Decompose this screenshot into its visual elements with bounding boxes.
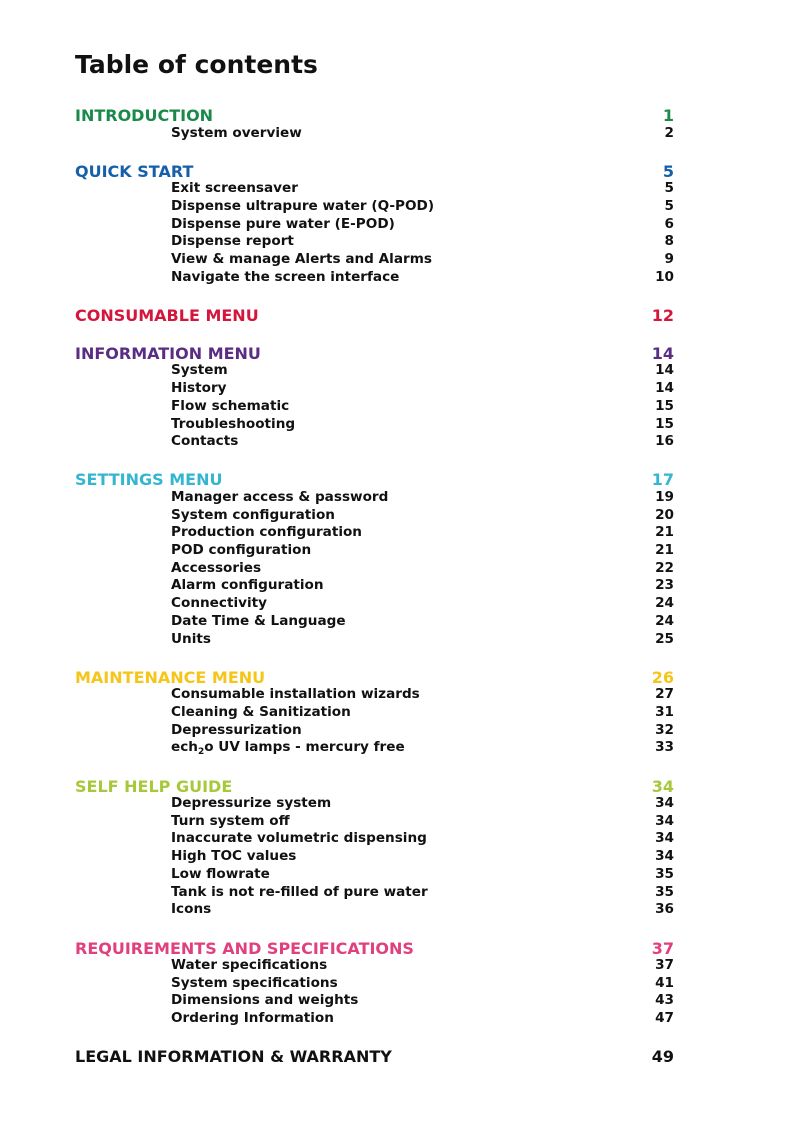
- toc-entry-label: Tank is not re-filled of pure water: [171, 883, 428, 900]
- toc-entry-page: 34: [655, 795, 674, 812]
- toc-entry-label: Dimensions and weights: [171, 992, 359, 1009]
- toc-heading-page: 49: [651, 1047, 674, 1067]
- toc-entry[interactable]: [75, 686, 674, 704]
- toc-section: [75, 106, 674, 142]
- toc-entry-page: 33: [655, 739, 674, 756]
- toc-entry-label: Water specifications: [171, 957, 328, 973]
- toc-entry-label: High TOC values: [171, 848, 297, 865]
- toc-entry-label: Ordering Information: [171, 1010, 334, 1027]
- toc-entry-page: 6: [664, 215, 674, 232]
- toc-entry[interactable]: [75, 216, 674, 234]
- toc-section-heading[interactable]: [75, 1047, 674, 1066]
- toc-entry-page: 21: [655, 524, 674, 541]
- toc-entry[interactable]: [75, 398, 674, 416]
- toc-section-heading[interactable]: [75, 106, 674, 125]
- toc-section: [75, 162, 674, 287]
- toc-entry-label: Consumable installation wizards: [171, 686, 420, 703]
- toc-entry[interactable]: [75, 180, 674, 198]
- toc-section: [75, 470, 674, 648]
- toc-entry[interactable]: [75, 739, 674, 757]
- toc-entry[interactable]: [75, 362, 674, 380]
- toc-entry-page: 24: [655, 595, 674, 612]
- toc-entry-label: System: [171, 362, 228, 379]
- toc-entry[interactable]: [75, 884, 674, 902]
- toc-section: [75, 668, 674, 757]
- toc-entry-label: Date Time & Language: [171, 612, 346, 629]
- toc-entry-page: 43: [655, 992, 674, 1009]
- toc-entry-label: History: [171, 380, 227, 397]
- toc-heading-label: MAINTENANCE MENU: [75, 667, 266, 687]
- toc-entry[interactable]: [75, 433, 674, 451]
- toc-entry-page: 19: [655, 488, 674, 505]
- toc-heading-page: 12: [651, 305, 674, 325]
- toc-entry-label: Accessories: [171, 559, 262, 576]
- toc-heading-page: 14: [651, 343, 674, 363]
- page-title: Table of contents: [75, 50, 318, 79]
- toc-heading-label: INTRODUCTION: [75, 106, 214, 125]
- toc-heading-page: 5: [662, 161, 674, 181]
- toc-heading-page: 1: [662, 106, 674, 125]
- toc-entry[interactable]: [75, 380, 674, 398]
- toc-entry-page: 34: [655, 848, 674, 865]
- toc-entry-page: 20: [655, 506, 674, 523]
- toc-entry-label: System overview: [171, 124, 302, 141]
- toc-entry-page: 8: [664, 233, 674, 250]
- toc-entry-page: 22: [655, 559, 674, 576]
- toc-entry-page: 15: [655, 397, 674, 414]
- toc-entry[interactable]: [75, 198, 674, 216]
- toc-entry-label: Dispense report: [171, 233, 294, 250]
- toc-section-heading[interactable]: [75, 777, 674, 796]
- toc-entry[interactable]: [75, 992, 674, 1010]
- toc-entry-label: Manager access & password: [171, 488, 389, 505]
- toc-entry[interactable]: [75, 722, 674, 740]
- toc-entry[interactable]: [75, 542, 674, 560]
- toc-entry-label: Low flowrate: [171, 865, 270, 882]
- toc-entry-label: Dispense ultrapure water (Q-POD): [171, 197, 435, 214]
- toc-entry-page: 5: [664, 180, 674, 197]
- toc-section-heading[interactable]: [75, 668, 674, 687]
- toc-section: [75, 939, 674, 1028]
- toc-section-heading[interactable]: [75, 162, 674, 181]
- toc-heading-page: 34: [651, 776, 674, 796]
- toc-heading-label: QUICK START: [75, 161, 194, 181]
- toc-entry-label: Production configuration: [171, 524, 362, 541]
- toc-entry-label: Cleaning & Sanitization: [171, 703, 351, 720]
- toc-entry-page: 21: [655, 542, 674, 559]
- toc-entry-label: Connectivity: [171, 595, 267, 612]
- toc-entry[interactable]: [75, 560, 674, 578]
- toc-entry-page: 32: [655, 721, 674, 738]
- toc-heading-page: 17: [651, 470, 674, 490]
- toc-entry-label: Navigate the screen interface: [171, 268, 400, 285]
- table-of-contents: [75, 106, 674, 1066]
- toc-entry-label: Dispense pure water (E-POD): [171, 215, 395, 232]
- toc-section: [75, 1047, 674, 1066]
- toc-entry-label: Exit screensaver: [171, 180, 298, 197]
- toc-entry[interactable]: [75, 1010, 674, 1028]
- toc-heading-label: SELF HELP GUIDE: [75, 776, 233, 796]
- toc-entry-label: Troubleshooting: [171, 415, 296, 432]
- toc-entry[interactable]: [75, 524, 674, 542]
- toc-heading-label: INFORMATION MENU: [75, 343, 261, 363]
- toc-entry[interactable]: [75, 975, 674, 993]
- toc-entry-label: Alarm configuration: [171, 577, 324, 594]
- toc-entry[interactable]: [75, 848, 674, 866]
- toc-entry-label: Depressurize system: [171, 795, 332, 812]
- toc-entry-page: 14: [655, 362, 674, 379]
- toc-entry-page: 31: [655, 703, 674, 720]
- toc-heading-label: CONSUMABLE MENU: [75, 305, 259, 325]
- toc-entry[interactable]: [75, 957, 674, 975]
- toc-heading-page: 37: [651, 938, 674, 958]
- toc-entry-label: Contacts: [171, 433, 239, 450]
- toc-entry[interactable]: [75, 631, 674, 649]
- toc-entry-page: 35: [655, 883, 674, 900]
- toc-entry-page: 16: [655, 433, 674, 450]
- toc-heading-page: 26: [651, 667, 674, 687]
- toc-entry-page: 36: [655, 901, 674, 918]
- toc-entry-page: 41: [655, 974, 674, 991]
- toc-section-heading[interactable]: [75, 344, 674, 363]
- toc-entry[interactable]: [75, 489, 674, 507]
- toc-entry-label: Inaccurate volumetric dispensing: [171, 830, 427, 847]
- toc-entry-label: View & manage Alerts and Alarms: [171, 251, 432, 268]
- toc-heading-label: LEGAL INFORMATION & WARRANTY: [75, 1047, 392, 1067]
- toc-section-heading[interactable]: [75, 939, 674, 958]
- toc-entry-page: 2: [664, 124, 674, 141]
- toc-section-heading[interactable]: [75, 306, 674, 325]
- toc-entry-label: Flow schematic: [171, 397, 290, 414]
- toc-entry[interactable]: [75, 866, 674, 884]
- toc-entry-page: 35: [655, 865, 674, 882]
- toc-entry[interactable]: [75, 233, 674, 251]
- toc-heading-label: REQUIREMENTS AND SPECIFICATIONS: [75, 938, 414, 958]
- toc-entry-page: 9: [664, 251, 674, 268]
- toc-entry[interactable]: [75, 795, 674, 813]
- toc-entry-page: 37: [655, 957, 674, 973]
- toc-entry-label: System specifications: [171, 974, 338, 991]
- toc-entry[interactable]: [75, 577, 674, 595]
- toc-entry-page: 23: [655, 577, 674, 594]
- toc-entry-page: 47: [655, 1010, 674, 1027]
- toc-entry-label: Depressurization: [171, 721, 302, 738]
- toc-entry[interactable]: [75, 830, 674, 848]
- toc-entry-label: Icons: [171, 901, 212, 918]
- toc-entry-label: Units: [171, 630, 211, 647]
- toc-entry-label: POD configuration: [171, 542, 312, 559]
- toc-heading-label: SETTINGS MENU: [75, 470, 223, 490]
- toc-section: [75, 306, 674, 325]
- toc-entry-page: 15: [655, 415, 674, 432]
- toc-entry[interactable]: [75, 613, 674, 631]
- toc-section-heading[interactable]: [75, 470, 674, 489]
- toc-entry[interactable]: [75, 251, 674, 269]
- toc-entry-page: 24: [655, 612, 674, 629]
- toc-section: [75, 777, 674, 919]
- toc-entry[interactable]: [75, 125, 674, 143]
- toc-entry[interactable]: [75, 269, 674, 287]
- toc-entry-page: 27: [655, 686, 674, 703]
- toc-entry-page: 5: [664, 197, 674, 214]
- toc-section: [75, 344, 674, 451]
- toc-entry-page: 14: [655, 380, 674, 397]
- toc-entry[interactable]: [75, 704, 674, 722]
- toc-entry[interactable]: [75, 901, 674, 919]
- toc-entry-page: 34: [655, 830, 674, 847]
- toc-entry-page: 25: [655, 630, 674, 647]
- toc-entry[interactable]: [75, 416, 674, 434]
- toc-entry-page: 10: [655, 268, 674, 285]
- toc-entry-page: 34: [655, 812, 674, 829]
- toc-entry-label: Turn system off: [171, 812, 290, 829]
- toc-entry-label: System configuration: [171, 506, 335, 523]
- toc-entry[interactable]: [75, 813, 674, 831]
- toc-entry[interactable]: [75, 595, 674, 613]
- toc-entry[interactable]: [75, 507, 674, 525]
- toc-entry-label: ech$_2$o UV lamps - mercury free: [171, 739, 405, 758]
